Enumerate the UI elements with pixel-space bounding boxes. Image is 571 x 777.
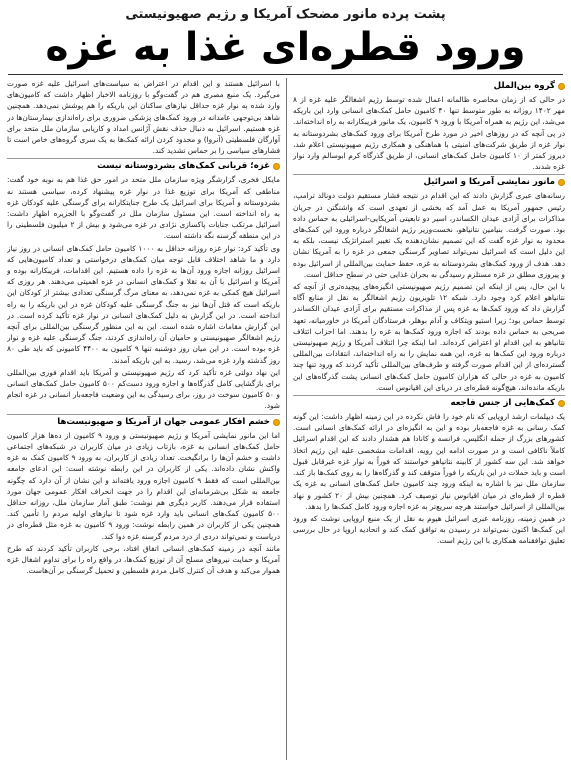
article-headline: ورود قطره‌ای غذا به غزه [45, 25, 526, 70]
article-columns [6, 78, 565, 760]
subheading-text: مانور نمایشی آمریکا و اسرائیل [423, 177, 555, 188]
body-paragraph: رسانه‌های عبری گزارش دادند که این اقدام در نتیجه فشار مستقیم دولت دونالد ترامپ، رئیس جمهور آمریکا به عمل آمد که بخشی از تعهدی است که واشنگتن در جریان مذاکرات برای آزادی عیدان الکساندر، اسیر دو تابعیتی آمریکایی-اسرائیلی به حماس داده بود. صورت گرفت. بنیامین نتانیاهو، نخست‌وزیر رژیم اشغالگر درباره ورود این کمک‌های محدود به نوار غزه گفت که این تصمیم نشان‌دهنده یک تغییر استراتژیک نیست، بلکه به این دلیل است که اسرائیل نمی‌تواند تصاویر گرسنگی جمعی در غزه را به آمریکا نشان دهد. هدف از ورود کمک‌های بشردوستانه به غزه، حفظ حمایت بین‌المللی از اسرائیل بوده و پیروزی مطلق در غزه مستلزم رسیدگی به بحران غذایی حتی در سطح حداقل است. [293, 191, 565, 279]
body-paragraph: اما این مانور نمایشی آمریکا و رژیم صهیونیستی و ورود ۹ کامیون از ده‌ها هزار کامیون حامل کمک‌های انسانی به غزه، بازتاب زیادی در میان کاربران در شبکه‌های اجتماعی داشت و خشم آن‌ها را برانگیخت. تعداد زیادی از کاربران، به ورود ۹ کامیون کمک به غزه واکنش نشان داده‌اند. یکی از کاربران در این رابطه نوشته است: این ادعای جامعه بین‌المللی است که فقط ۹ کامیون اجازه ورود یافته‌اند و این نشان از آن دارد که چگونه جامعه به شکل بی‌شرمانه‌ای این اقدام را در جهت انحراف افکار عمومی جهان مورد استفاده قرار می‌دهند. کاربر دیگری هم نوشت: طبق آمار سازمان ملل، روزانه حداقل ۵۰۰ کامیون کمک‌های انسانی باید وارد غزه شود تا نیازهای اولیه مردم را تأمین کند. همچنین یکی از کاربران در همین رابطه نوشت: ورود ۹ کامیون به غزه مثل قطره‌ای در دریاست و نمی‌تواند دردی از درد مردم گرسنه غزه دوا کند. [7, 430, 280, 541]
article-kicker: پشت پرده مانور مضحک آمریکا و رژیم صهیونیستی [125, 7, 446, 22]
body-paragraph: با این حال، پس از اینکه این تصمیم رژیم صهیونیستی انگیزه‌های پیچیده‌تری از آنچه که نتانیاهو اعلام کرد وجود دارد. شبکه ۱۲ تلویزیون رژیم اشغالگر به نقل از منابع آگاه گزارش داد که ورود کمک‌ها به غزه پس از مذاکرات مستقیم برای آزادی عیدان الکساندر توسط حماس بود؛ زیرا استیو ویتکاف و آدام بوهلر، فرستادگان آمریکا در خاورمیانه، تعهد صریحی به حماس داده بودند که اجازه ورود کمک‌ها به غزه را بدهند. اما احزاب ائتلاف نتانیاهو به این اقدام او اعتراض کرده‌اند. اما اینکه چرا ائتلاف آمریکا و رژیم صهیونیستی درباره ورود این کمک‌ها به غزه، این همه نمایش را به راه انداخته‌اند، انتقادات بین‌المللی گسترده‌ای از این اقدام صورت گرفته و طرف‌های بین‌المللی تأکید کردند که ورود تنها چند کامیون به غزه در حالی که هزاران کامیون حامل کمک‌های انسانی پشت گذرگاه‌های این باریکه مانده‌اند، هیچ‌گونه قطره‌ای در دریای این اقیانوس است. [293, 282, 565, 392]
body-paragraph: مایکل فخری، گزارشگر ویژه سازمان ملل متحد در امور حق غذا هم به نوبه خود گفت: مناطقی که آمریکا برای توزیع غذا در نوار غزه پیشنهاد کرده، سیاسی هستند نه بشردوستانه و آمریکا برای اسرائیل یک طرح جنایتکارانه برای گرسنگی علیه کودکان غزه به راه انداخته است. این مسئول سازمان ملل در گفت‌وگو با الجزیره اظهار داشت: اسرائیل مرتکب جنایات پاکسازی نژادی در غزه می‌شود و بیش از ۲ میلیون فلسطینی را در این منطقه گرسنه نگه داشته است. [7, 175, 281, 241]
subheading-text: خشم افکار عمومی جهان از آمریکا و صهیونیست‌ها [57, 416, 270, 427]
subheading-text: کمک‌هایی از جنس فاجعه [450, 398, 555, 409]
right-column [286, 78, 565, 760]
body-paragraph: وی تأکید کرد: نوار غزه روزانه حداقل به ۱۰۰۰ کامیون حامل کمک‌های انسانی در روز نیاز دارد و ما شاهد اختلاف قابل توجه میان کمک‌های درخواستی و تعداد کامیون‌هایی که اسرائیل روزانه اجازه ورود آن‌ها به غزه را داده هستیم. این اقدامات، فریبکارانه بوده و آمریکا و اسرائیل با آن به تقلا و کمک‌های انسانی در غزه اهمیتی می‌دهند. هر روزی که اسرائیل هیچ کمکی به غزه نمی‌دهد، به معنای مرگ گرسنگی تعدادی بیشتر از کودکان این باریکه است که قتل آن‌ها نیز به جنگ گرسنگی علیه کودکان غزه در این باریکه را به راه انداخته است. در این گزارش به دلیل کمک‌های انسانی در نوار غزه تأکید کرده است. در این گزارش مقامات اشاره شده است. این به این منظور گرسنگی بین‌المللی برای آنچه رژیم اشغالگر صهیونیستی و حامیان آن راه‌اندازی کردند، جنگ گرسنگی علیه غزه و نوار غزه بوده است. در این میان روز دوشنبه تنها ۹ کامیون ‌به ۴۴۰۰ کامیونی که باید طی ۸۰ روز گذشته وارد غزه می‌شد، رسید. به این باریکه آمدند. [7, 243, 280, 365]
body-paragraph: این نهاد دولتی غزه تأکید کرد که رژیم صهیونیستی و آمریکا باید اقدام فوری بین‌المللی برای بازگشایی کامل گذرگاه‌ها و اجازه ورود دست‌کم ۵۰۰ کامیون حامل کمک‌های انسانی و ۵۰ کامیون سوخت در روز، برای رسیدگی به این وضعیت فاجعه‌بار انسانی در غزه انجام شود. [7, 367, 281, 411]
bullet-icon [273, 163, 280, 170]
body-paragraph: مانند آنچه در زمینه کمک‌های انسانی اتفاق افتاد، برخی کاربران تأکید کردند که طرح آمریکا و حمایت نیروهای مسلح آن از توزیع کمک‌ها، در واقع راه را برای تداوم اشغال غزه هموار می‌کند و هدف آن کنترل کامل مردم فلسطین و تحمیل گرسنگی بر آن‌هاست. [7, 543, 280, 576]
body-paragraph: یک دیپلمات ارشد اروپایی که نام خود را فاش نکرده در این زمینه اظهار داشت: این گونه کمک رسانی به غزه فاجعه‌بار بوده و این به انگیزه‌ای در ارائه کمک‌های انسانی است. کشورهای بزرگ از جمله انگلیس، فرانسه و کانادا هم هشدار دادند که این اقدام اسرائیل کاملاً ناکافی است و در صورت ادامه این رویه، اقدامات مشخصی علیه این رژیم اتخاذ خواهد شد. این سه کشور از کابینه نتانیاهو خواستند که فوراً به نوار غزه غیرقابل قبول است و باید حملات در این باریکه را فوراً متوقف کند و گذرگاه‌ها را به روی کمک‌ها باز کند. سازمان ملل نیز با اشاره به اینکه ورود چند کامیون حامل کمک‌های انسانی به غزه یک قطره از قطره‌ای در میان اقیانوس نیاز توصیف کرد. همچنین بیش از ۲۰ کشور و نهاد بین‌المللی از اسرائیل خواستند هرچه سریع‌تر به غزه اجازه ورود کامل کمک‌ها را بدهد. [293, 412, 565, 511]
left-column [7, 78, 286, 760]
body-paragraph: در همین زمینه، روزنامه عبری اسرائیل هیوم به نقل از یک منبع اروپایی نوشت که ورود این کمک‌ها اکنون نمی‌تواند در رسیدن به توافق کمک کند و اتحادیه اروپا در حال بررسی تعلیق توافقنامه همکاری با این رژیم است. [293, 513, 565, 546]
subheading-text: غزه؛ قربانی کمک‌های بشردوستانه نیست [97, 161, 270, 172]
section-subheading [7, 158, 280, 173]
bullet-icon [558, 83, 565, 90]
section-subheading [7, 414, 280, 429]
bullet-icon [558, 179, 565, 186]
section-subheading [293, 80, 565, 93]
bullet-icon [273, 419, 280, 426]
section-subheading [293, 395, 565, 410]
body-paragraph: در حالی که از زمان محاصره ظالمانه اعمال شده توسط رژیم اشغالگر علیه غزه از ۸ مهر ۱۴۰۲ روزانه به طور متوسط تنها ۴۰ کامیون حامل کمک‌های انسانی وارد این باریکه می‌شد، این رژیم به همراه آمریکا با ورود ۹ کامیون، یک مانور فریبکارانه به راه انداخته‌اند. در پی آنچه که در روزهای اخیر در مورد طرح آمریکا برای ورود کمک‌های بشردوستانه به نوار غزه از طریق شرکت‌های امنیتی با هماهنگی و همکاری رژیم صهیونیستی اعلام شد، دیروز کمتر از ۱۰ کامیون حامل کمک‌های انسانی، از طریق گذرگاه کرم ابوسالم وارد نوار غزه شدند. [293, 95, 565, 172]
bullet-icon [558, 400, 565, 407]
section-subheading [293, 174, 565, 189]
subheading-text: گروه بین‌الملل [493, 81, 555, 91]
body-paragraph: با اسرائیل هستند و این اقدام در اعتراض به سیاست‌های اسرائیل علیه غزه صورت می‌گیرد. یک منبع مصری هم در گفت‌وگو با روزنامه الاخبار اظهار داشت که کامیون‌های وارد شده به نوار غزه حداقل نیازهای ساکنان این باریکه را هم پوشش نمی‌دهد. همچنین شاهد بی‌توجهی عامدانه در ورود کمک‌های پزشکی ضروری برای راه‌اندازی بیمارستان‌ها در غزه هستیم. اسرائیل به دنبال حذف نقش آژانس امداد و کاریابی سازمان ملل متحد برای آوارگان فلسطینی (آنروا) و محدود کردن ارائه کمک‌ها به یک سری گروه‌های خاص است تا فشارهای سیاسی را بر حماس تشدید کند. [7, 79, 280, 156]
headline-divider [8, 74, 563, 75]
